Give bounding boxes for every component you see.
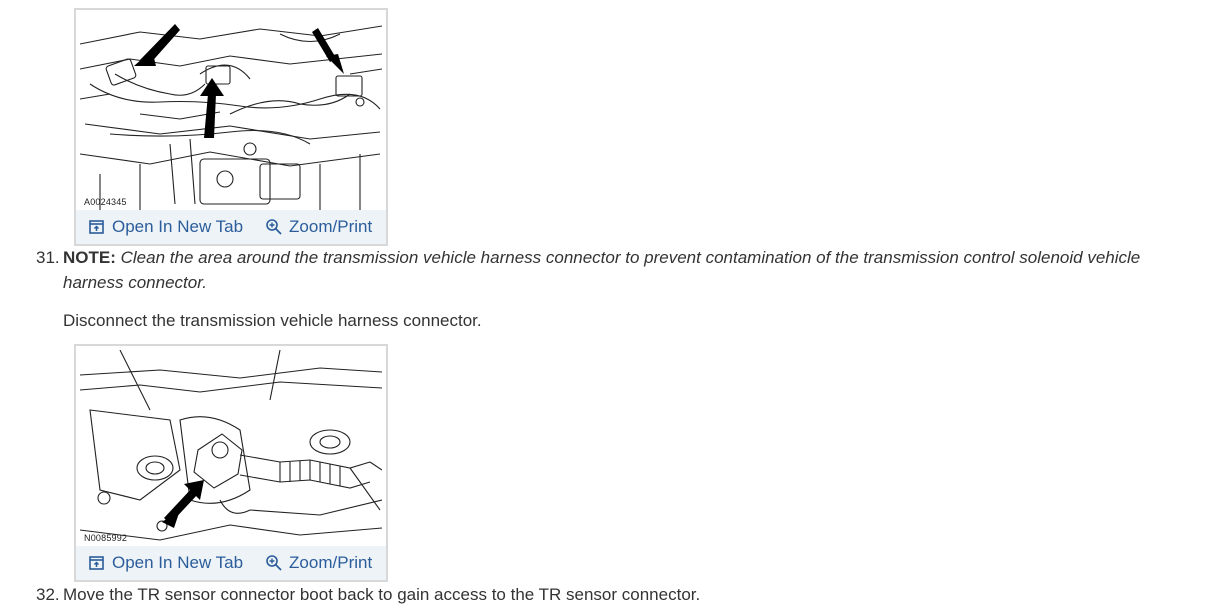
- step-31: [36, 245, 1196, 292]
- illustration-harness-connector: [80, 350, 382, 548]
- figure-2: [74, 344, 388, 582]
- open-in-new-tab-button[interactable]: [88, 217, 243, 237]
- figure-code: N0085992: [84, 533, 128, 543]
- step-31-note: [63, 245, 1196, 295]
- open-new-tab-icon: [88, 554, 106, 572]
- zoom-icon: [265, 554, 283, 572]
- step-number: 31.: [36, 248, 60, 267]
- open-in-new-tab-label: Open In New Tab: [112, 553, 244, 572]
- figure-toolbar: [76, 546, 386, 580]
- zoom-icon: [265, 218, 283, 236]
- figure-code: A0024345: [84, 197, 127, 207]
- step-31-instruction: Disconnect the transmission vehicle harness connector.: [63, 311, 482, 330]
- step-number: 32.: [36, 585, 60, 604]
- step-32-text: Move the TR sensor connector boot back to gain access to the TR sensor connector.: [63, 585, 701, 604]
- open-in-new-tab-button[interactable]: [88, 553, 243, 573]
- figure-1: [74, 8, 388, 246]
- zoom-print-button[interactable]: [265, 553, 372, 573]
- zoom-print-label: Zoom/Print: [289, 217, 373, 236]
- note-text: Clean the area around the transmission vehicle harness connector to prevent contamination of the transmission control solenoid vehicle harness connector.: [63, 248, 1141, 292]
- figure-toolbar: [76, 210, 386, 244]
- step-32: [36, 582, 700, 607]
- zoom-print-label: Zoom/Print: [289, 553, 373, 572]
- note-label: NOTE:: [63, 248, 116, 267]
- illustration-connectors: [80, 14, 382, 212]
- open-in-new-tab-label: Open In New Tab: [112, 217, 244, 236]
- zoom-print-button[interactable]: [265, 217, 372, 237]
- open-new-tab-icon: [88, 218, 106, 236]
